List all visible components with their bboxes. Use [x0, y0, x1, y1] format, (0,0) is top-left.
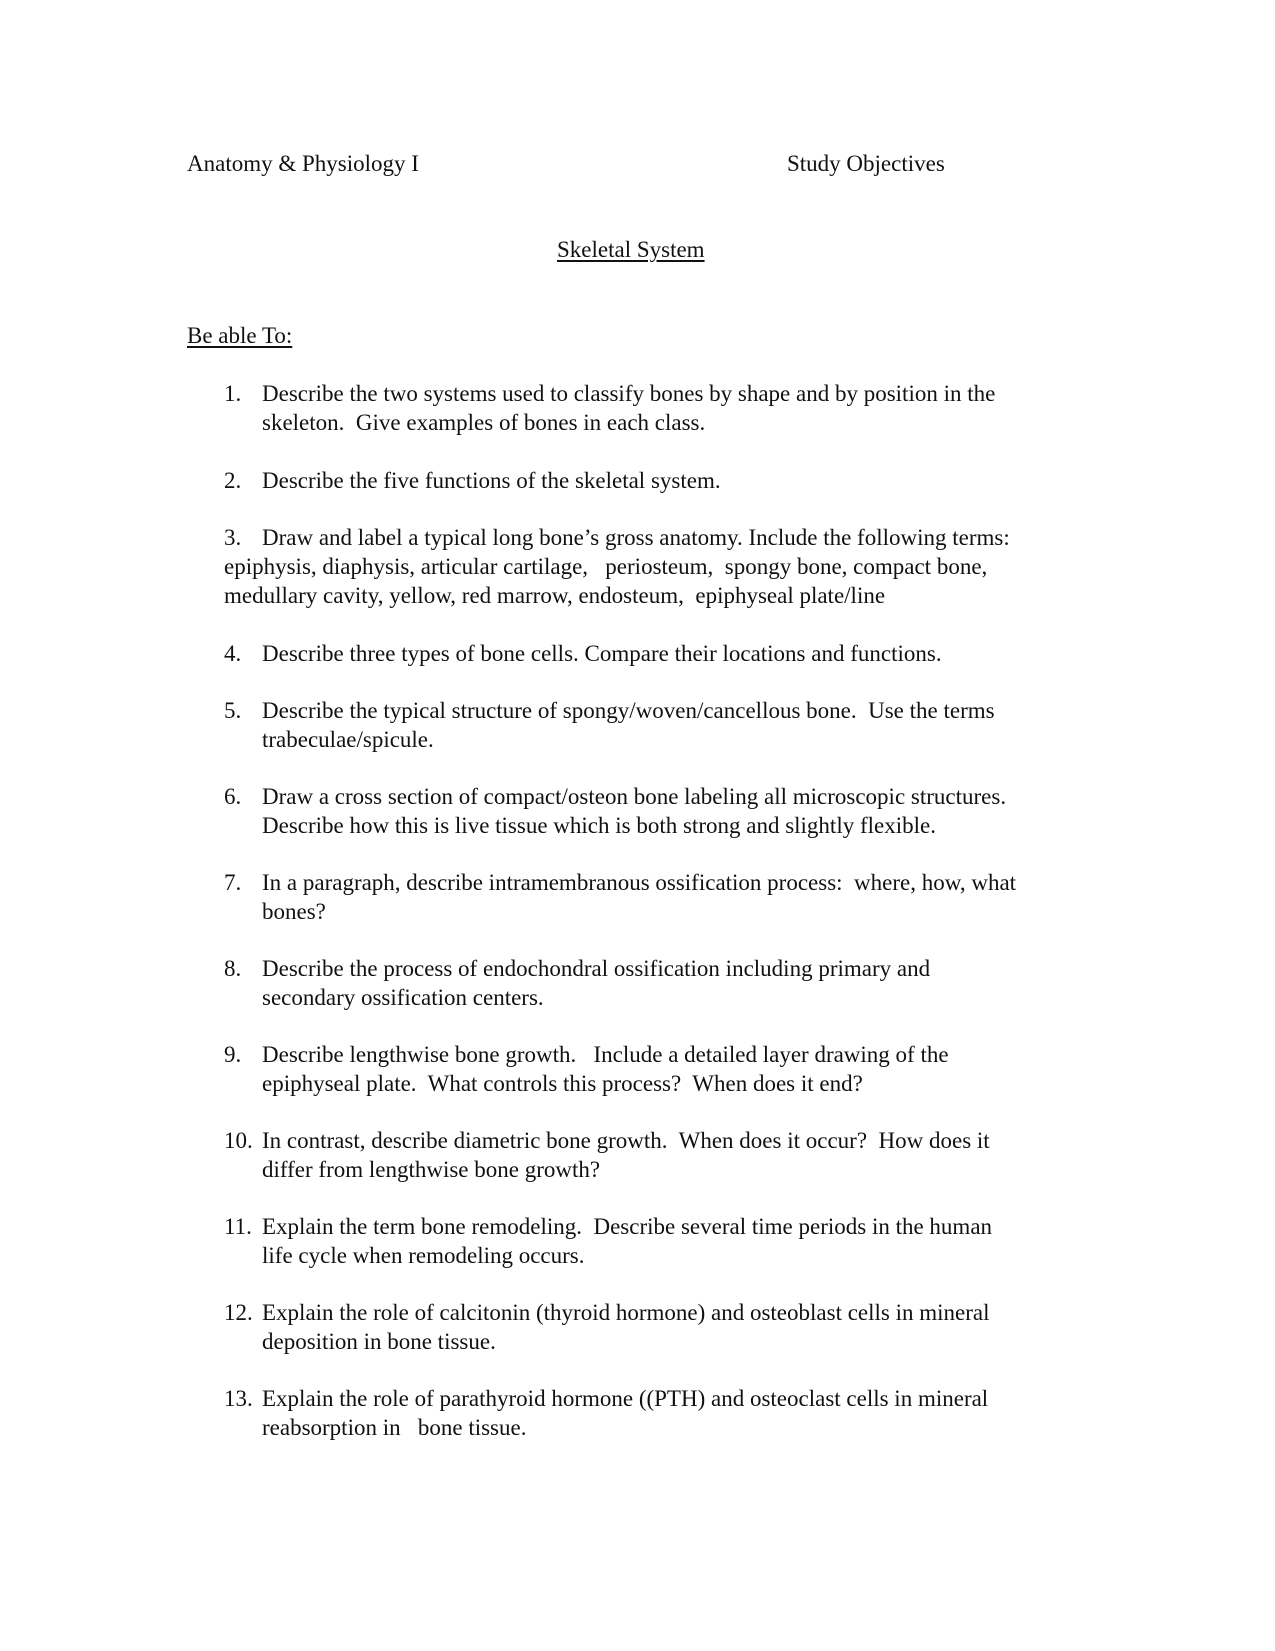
objective-number: 3.: [224, 525, 242, 550]
objective-text-line: epiphysis, diaphysis, articular cartilage, periosteum, spongy bone, compact bone,: [224, 554, 988, 579]
objective-text-line: Describe lengthwise bone growth. Include a detailed layer drawing of the: [262, 1042, 949, 1067]
objective-text-line: reabsorption in bone tissue.: [262, 1415, 527, 1440]
objective-text-line: secondary ossification centers.: [262, 985, 544, 1010]
objective-text-line: differ from lengthwise bone growth?: [262, 1157, 601, 1182]
objective-text-line: medullary cavity, yellow, red marrow, endosteum, epiphyseal plate/line: [224, 583, 886, 608]
objective-number: 2.: [224, 468, 242, 493]
objective-number: 7.: [224, 870, 242, 895]
objective-text-line: life cycle when remodeling occurs.: [262, 1243, 585, 1268]
objective-text-line: In a paragraph, describe intramembranous ossification process: where, how, what: [262, 870, 1017, 895]
section-heading: Be able To:: [187, 323, 293, 348]
objective-text-line: bones?: [262, 899, 326, 924]
course-title: Anatomy & Physiology I: [187, 151, 419, 176]
objective-number: 12.: [224, 1300, 253, 1325]
objective-text-line: Describe how this is live tissue which is both strong and slightly flexible.: [262, 813, 936, 838]
objective-number: 4.: [224, 641, 242, 666]
objective-text-line: Draw a cross section of compact/osteon bone labeling all microscopic structures.: [262, 784, 1007, 809]
objective-text-line: Describe the five functions of the skeletal system.: [262, 468, 721, 493]
objective-number: 13.: [224, 1386, 253, 1411]
objective-text-line: In contrast, describe diametric bone growth. When does it occur? How does it: [262, 1128, 990, 1153]
objective-text-line: Explain the role of parathyroid hormone ((PTH) and osteoclast cells in mineral: [262, 1386, 989, 1411]
objective-text-line: deposition in bone tissue.: [262, 1329, 496, 1354]
objective-text-line: Explain the term bone remodeling. Describe several time periods in the human: [262, 1214, 993, 1239]
objective-text-line: Explain the role of calcitonin (thyroid hormone) and osteoblast cells in mineral: [262, 1300, 990, 1325]
objective-text-line: Describe three types of bone cells. Compare their locations and functions.: [262, 641, 942, 666]
document-type: Study Objectives: [787, 151, 945, 176]
objective-text-line: skeleton. Give examples of bones in each class.: [262, 410, 706, 435]
page-title: Skeletal System: [557, 237, 705, 262]
objective-number: 9.: [224, 1042, 242, 1067]
objective-number: 10.: [224, 1128, 253, 1153]
objective-text-line: Draw and label a typical long bone’s gross anatomy. Include the following terms:: [262, 525, 1010, 550]
objective-text-line: epiphyseal plate. What controls this process? When does it end?: [262, 1071, 863, 1096]
objective-number: 11.: [224, 1214, 252, 1239]
objective-number: 1.: [224, 381, 242, 406]
objective-number: 8.: [224, 956, 242, 981]
objective-number: 5.: [224, 698, 242, 723]
objective-number: 6.: [224, 784, 242, 809]
objective-text-line: Describe the typical structure of spongy/woven/cancellous bone. Use the terms: [262, 698, 995, 723]
objective-text-line: Describe the process of endochondral ossification including primary and: [262, 956, 931, 981]
objective-text-line: trabeculae/spicule.: [262, 727, 434, 752]
objective-text-line: Describe the two systems used to classify bones by shape and by position in the: [262, 381, 996, 406]
